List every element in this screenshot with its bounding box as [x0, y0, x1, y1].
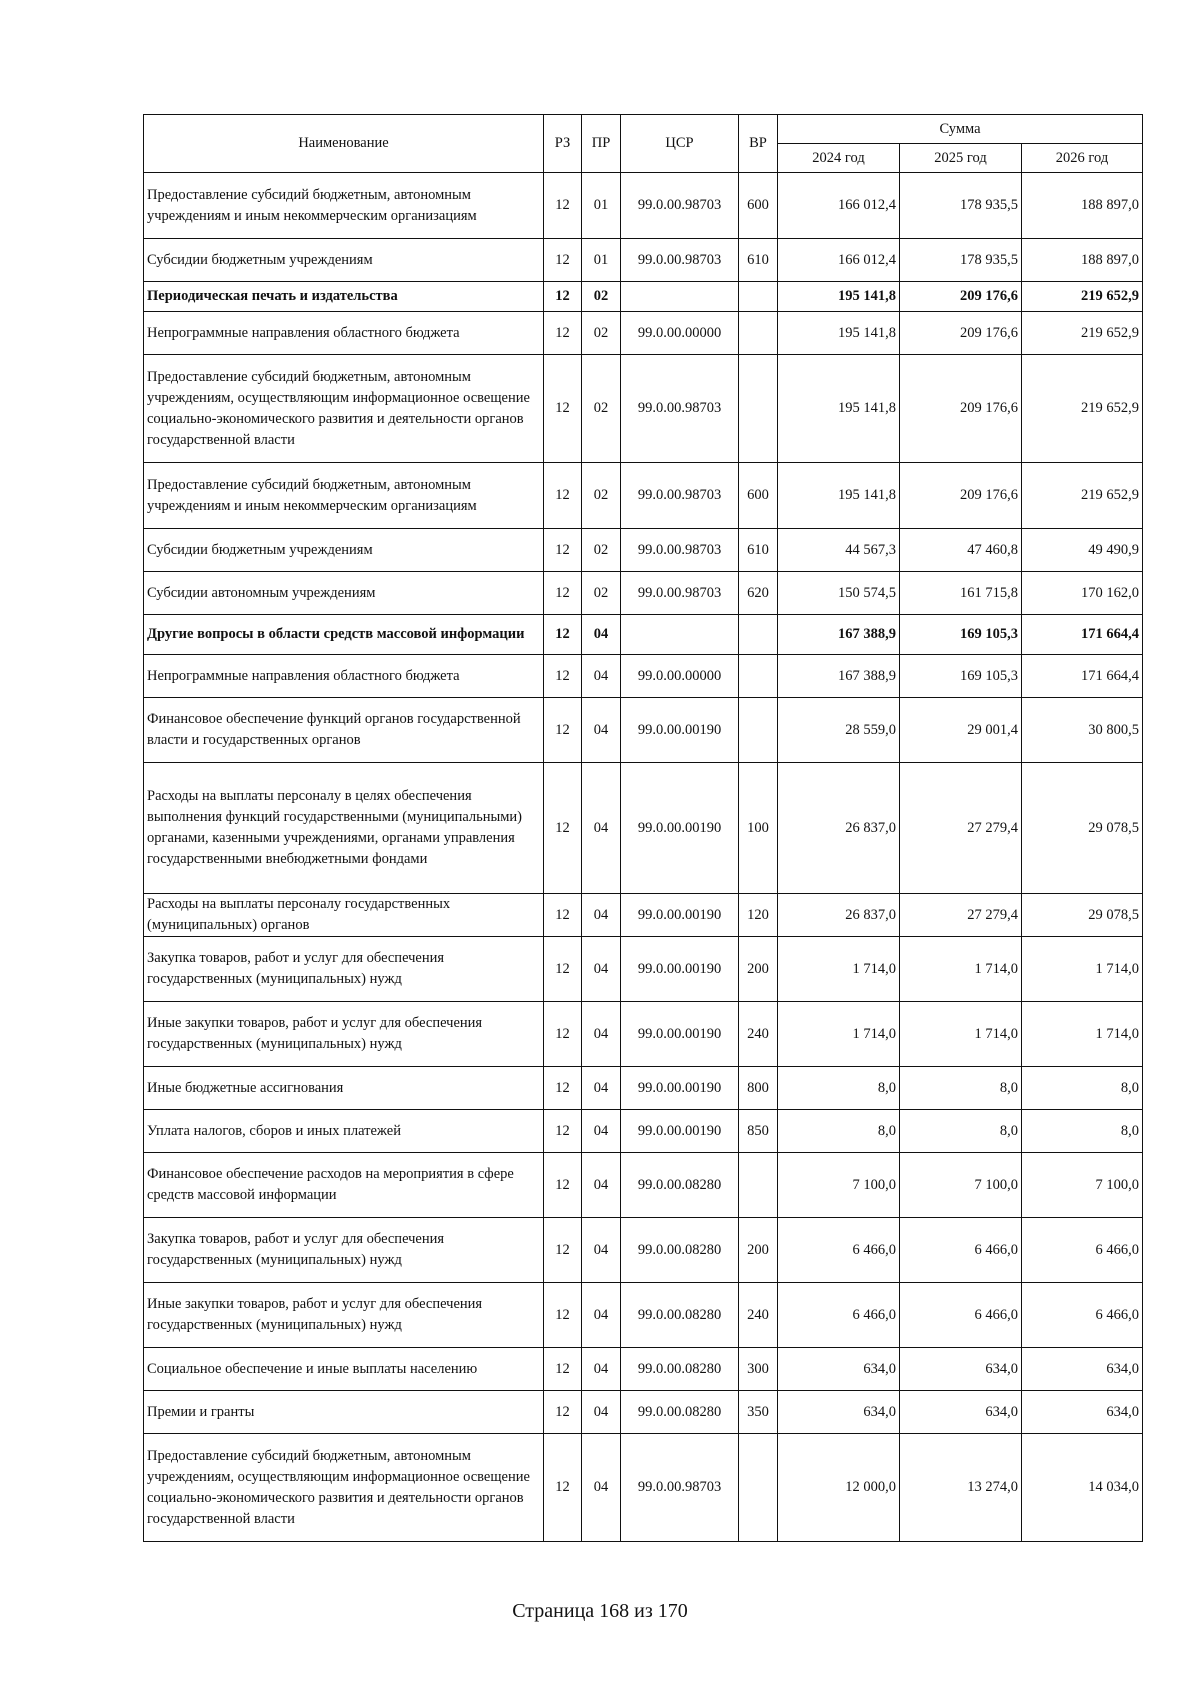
- cell-2026: 219 652,9: [1022, 312, 1143, 355]
- cell-2026: 1 714,0: [1022, 1002, 1143, 1067]
- cell-csr: 99.0.00.08280: [621, 1218, 739, 1283]
- cell-2026: 8,0: [1022, 1067, 1143, 1110]
- cell-2026: 1 714,0: [1022, 937, 1143, 1002]
- cell-pr: 04: [582, 1434, 621, 1542]
- cell-name: Другие вопросы в области средств массовой информации: [144, 615, 544, 655]
- table-row: [144, 763, 1143, 894]
- cell-pr: 04: [582, 894, 621, 937]
- cell-pr: 02: [582, 282, 621, 312]
- cell-2024: 44 567,3: [778, 529, 900, 572]
- cell-2024: 195 141,8: [778, 355, 900, 463]
- cell-pr: 02: [582, 355, 621, 463]
- table-row: [144, 1434, 1143, 1542]
- cell-csr: 99.0.00.00190: [621, 1067, 739, 1110]
- cell-name: Иные бюджетные ассигнования: [144, 1067, 544, 1110]
- cell-2024: 195 141,8: [778, 463, 900, 529]
- cell-csr: 99.0.00.98703: [621, 1434, 739, 1542]
- table-row: [144, 1283, 1143, 1348]
- table-row: [144, 894, 1143, 937]
- cell-2025: 209 176,6: [900, 355, 1022, 463]
- table-row: [144, 239, 1143, 282]
- cell-vr: 850: [739, 1110, 778, 1153]
- cell-pr: 04: [582, 698, 621, 763]
- cell-name: Уплата налогов, сборов и иных платежей: [144, 1110, 544, 1153]
- cell-csr: 99.0.00.98703: [621, 572, 739, 615]
- cell-2026: 29 078,5: [1022, 894, 1143, 937]
- cell-2026: 8,0: [1022, 1110, 1143, 1153]
- cell-2025: 161 715,8: [900, 572, 1022, 615]
- cell-vr: 610: [739, 239, 778, 282]
- cell-name: Расходы на выплаты персоналу в целях обеспечения выполнения функций государственными (муниципальными) органами, казенными учреждениями, органами управления государственными внебюджетными фондами: [144, 763, 544, 894]
- cell-2025: 209 176,6: [900, 312, 1022, 355]
- cell-rz: 12: [544, 1391, 582, 1434]
- cell-csr: 99.0.00.98703: [621, 173, 739, 239]
- cell-vr: 620: [739, 572, 778, 615]
- cell-name: Закупка товаров, работ и услуг для обеспечения государственных (муниципальных) нужд: [144, 937, 544, 1002]
- cell-2025: 634,0: [900, 1391, 1022, 1434]
- cell-csr: 99.0.00.08280: [621, 1348, 739, 1391]
- table-row: [144, 355, 1143, 463]
- table-row: [144, 173, 1143, 239]
- cell-pr: 02: [582, 529, 621, 572]
- cell-2025: 1 714,0: [900, 937, 1022, 1002]
- cell-rz: 12: [544, 355, 582, 463]
- header-csr: ЦСР: [621, 115, 739, 173]
- cell-vr: [739, 698, 778, 763]
- cell-vr: [739, 615, 778, 655]
- table-row: [144, 1002, 1143, 1067]
- cell-2026: 6 466,0: [1022, 1283, 1143, 1348]
- cell-rz: 12: [544, 282, 582, 312]
- cell-vr: [739, 312, 778, 355]
- cell-2024: 8,0: [778, 1110, 900, 1153]
- cell-csr: 99.0.00.00000: [621, 655, 739, 698]
- cell-2026: 49 490,9: [1022, 529, 1143, 572]
- cell-vr: 120: [739, 894, 778, 937]
- cell-2026: 634,0: [1022, 1348, 1143, 1391]
- cell-pr: 04: [582, 1067, 621, 1110]
- cell-name: Иные закупки товаров, работ и услуг для обеспечения государственных (муниципальных) нужд: [144, 1283, 544, 1348]
- cell-2025: 178 935,5: [900, 239, 1022, 282]
- cell-2025: 1 714,0: [900, 1002, 1022, 1067]
- cell-2024: 166 012,4: [778, 173, 900, 239]
- cell-2025: 27 279,4: [900, 894, 1022, 937]
- cell-rz: 12: [544, 239, 582, 282]
- header-row-top: [144, 115, 1143, 144]
- cell-name: Премии и гранты: [144, 1391, 544, 1434]
- cell-2024: 167 388,9: [778, 615, 900, 655]
- cell-csr: 99.0.00.98703: [621, 529, 739, 572]
- cell-2024: 195 141,8: [778, 312, 900, 355]
- cell-2026: 7 100,0: [1022, 1153, 1143, 1218]
- cell-2026: 219 652,9: [1022, 355, 1143, 463]
- cell-pr: 02: [582, 312, 621, 355]
- cell-2026: 219 652,9: [1022, 463, 1143, 529]
- cell-vr: 800: [739, 1067, 778, 1110]
- cell-rz: 12: [544, 1434, 582, 1542]
- cell-csr: 99.0.00.98703: [621, 463, 739, 529]
- table-row: [144, 282, 1143, 312]
- table-row: [144, 312, 1143, 355]
- cell-vr: 200: [739, 1218, 778, 1283]
- cell-2024: 26 837,0: [778, 763, 900, 894]
- cell-vr: 100: [739, 763, 778, 894]
- cell-csr: 99.0.00.98703: [621, 355, 739, 463]
- cell-2026: 171 664,4: [1022, 655, 1143, 698]
- cell-rz: 12: [544, 894, 582, 937]
- cell-2025: 209 176,6: [900, 463, 1022, 529]
- cell-pr: 04: [582, 1153, 621, 1218]
- cell-rz: 12: [544, 529, 582, 572]
- cell-pr: 04: [582, 655, 621, 698]
- header-name: Наименование: [144, 115, 544, 173]
- cell-vr: 300: [739, 1348, 778, 1391]
- cell-2026: 171 664,4: [1022, 615, 1143, 655]
- cell-2025: 27 279,4: [900, 763, 1022, 894]
- header-year-2024: 2024 год: [778, 144, 900, 173]
- cell-2024: 12 000,0: [778, 1434, 900, 1542]
- cell-2026: 30 800,5: [1022, 698, 1143, 763]
- table-row: [144, 1391, 1143, 1434]
- cell-pr: 04: [582, 763, 621, 894]
- header-rz: РЗ: [544, 115, 582, 173]
- cell-rz: 12: [544, 763, 582, 894]
- cell-vr: [739, 282, 778, 312]
- cell-rz: 12: [544, 937, 582, 1002]
- cell-2024: 1 714,0: [778, 937, 900, 1002]
- cell-2025: 6 466,0: [900, 1218, 1022, 1283]
- table-row: [144, 1110, 1143, 1153]
- cell-rz: 12: [544, 572, 582, 615]
- cell-csr: 99.0.00.00000: [621, 312, 739, 355]
- cell-2026: 29 078,5: [1022, 763, 1143, 894]
- cell-csr: 99.0.00.98703: [621, 239, 739, 282]
- cell-2025: 169 105,3: [900, 655, 1022, 698]
- cell-pr: 04: [582, 1283, 621, 1348]
- cell-2025: 13 274,0: [900, 1434, 1022, 1542]
- cell-name: Субсидии автономным учреждениям: [144, 572, 544, 615]
- cell-2025: 47 460,8: [900, 529, 1022, 572]
- cell-csr: 99.0.00.00190: [621, 763, 739, 894]
- cell-name: Предоставление субсидий бюджетным, автономным учреждениям и иным некоммерческим организациям: [144, 173, 544, 239]
- table-row: [144, 698, 1143, 763]
- cell-name: Субсидии бюджетным учреждениям: [144, 239, 544, 282]
- cell-rz: 12: [544, 312, 582, 355]
- cell-pr: 04: [582, 615, 621, 655]
- cell-2025: 29 001,4: [900, 698, 1022, 763]
- cell-rz: 12: [544, 615, 582, 655]
- cell-vr: 350: [739, 1391, 778, 1434]
- cell-name: Субсидии бюджетным учреждениям: [144, 529, 544, 572]
- cell-pr: 04: [582, 937, 621, 1002]
- cell-name: Предоставление субсидий бюджетным, автономным учреждениям и иным некоммерческим организациям: [144, 463, 544, 529]
- cell-vr: 600: [739, 463, 778, 529]
- cell-2024: 8,0: [778, 1067, 900, 1110]
- header-year-2026: 2026 год: [1022, 144, 1143, 173]
- cell-pr: 02: [582, 572, 621, 615]
- table-row: [144, 937, 1143, 1002]
- cell-csr: 99.0.00.08280: [621, 1391, 739, 1434]
- cell-2024: 1 714,0: [778, 1002, 900, 1067]
- cell-2024: 166 012,4: [778, 239, 900, 282]
- cell-name: Иные закупки товаров, работ и услуг для обеспечения государственных (муниципальных) нужд: [144, 1002, 544, 1067]
- cell-2024: 634,0: [778, 1348, 900, 1391]
- table-row: [144, 1218, 1143, 1283]
- cell-2024: 7 100,0: [778, 1153, 900, 1218]
- cell-2026: 219 652,9: [1022, 282, 1143, 312]
- cell-name: Непрограммные направления областного бюджета: [144, 312, 544, 355]
- cell-2024: 634,0: [778, 1391, 900, 1434]
- cell-pr: 04: [582, 1218, 621, 1283]
- cell-pr: 04: [582, 1110, 621, 1153]
- cell-2024: 195 141,8: [778, 282, 900, 312]
- cell-2025: 7 100,0: [900, 1153, 1022, 1218]
- cell-vr: 610: [739, 529, 778, 572]
- cell-2024: 150 574,5: [778, 572, 900, 615]
- cell-2025: 6 466,0: [900, 1283, 1022, 1348]
- cell-2026: 634,0: [1022, 1391, 1143, 1434]
- table-row: [144, 655, 1143, 698]
- cell-pr: 01: [582, 239, 621, 282]
- cell-pr: 01: [582, 173, 621, 239]
- cell-name: Предоставление субсидий бюджетным, автономным учреждениям, осуществляющим информационное освещение социально-экономического развития и деятельности органов государственной власти: [144, 355, 544, 463]
- cell-csr: 99.0.00.00190: [621, 937, 739, 1002]
- cell-name: Финансовое обеспечение расходов на мероприятия в сфере средств массовой информации: [144, 1153, 544, 1218]
- cell-csr: 99.0.00.00190: [621, 1002, 739, 1067]
- cell-2024: 167 388,9: [778, 655, 900, 698]
- header-pr: ПР: [582, 115, 621, 173]
- cell-name: Расходы на выплаты персоналу государственных (муниципальных) органов: [144, 894, 544, 937]
- cell-2026: 14 034,0: [1022, 1434, 1143, 1542]
- cell-vr: [739, 355, 778, 463]
- cell-vr: 240: [739, 1283, 778, 1348]
- cell-rz: 12: [544, 1283, 582, 1348]
- cell-csr: 99.0.00.08280: [621, 1283, 739, 1348]
- cell-2024: 28 559,0: [778, 698, 900, 763]
- cell-2024: 6 466,0: [778, 1283, 900, 1348]
- cell-2026: 6 466,0: [1022, 1218, 1143, 1283]
- cell-rz: 12: [544, 1067, 582, 1110]
- cell-rz: 12: [544, 463, 582, 529]
- cell-vr: [739, 1434, 778, 1542]
- cell-vr: 600: [739, 173, 778, 239]
- cell-2026: 188 897,0: [1022, 239, 1143, 282]
- cell-vr: [739, 655, 778, 698]
- cell-2025: 169 105,3: [900, 615, 1022, 655]
- cell-name: Финансовое обеспечение функций органов государственной власти и государственных органов: [144, 698, 544, 763]
- cell-name: Непрограммные направления областного бюджета: [144, 655, 544, 698]
- cell-2025: 8,0: [900, 1110, 1022, 1153]
- cell-2025: 209 176,6: [900, 282, 1022, 312]
- cell-rz: 12: [544, 1218, 582, 1283]
- cell-rz: 12: [544, 1110, 582, 1153]
- budget-table: [143, 114, 1143, 1542]
- cell-rz: 12: [544, 173, 582, 239]
- cell-2026: 188 897,0: [1022, 173, 1143, 239]
- cell-2025: 178 935,5: [900, 173, 1022, 239]
- table-row: [144, 615, 1143, 655]
- cell-rz: 12: [544, 698, 582, 763]
- cell-name: Периодическая печать и издательства: [144, 282, 544, 312]
- cell-pr: 04: [582, 1348, 621, 1391]
- table-row: [144, 1067, 1143, 1110]
- table-row: [144, 1153, 1143, 1218]
- header-year-2025: 2025 год: [900, 144, 1022, 173]
- header-vr: ВР: [739, 115, 778, 173]
- cell-vr: 240: [739, 1002, 778, 1067]
- cell-name: Закупка товаров, работ и услуг для обеспечения государственных (муниципальных) нужд: [144, 1218, 544, 1283]
- cell-vr: 200: [739, 937, 778, 1002]
- table-row: [144, 572, 1143, 615]
- cell-2024: 26 837,0: [778, 894, 900, 937]
- cell-rz: 12: [544, 1153, 582, 1218]
- table-row: [144, 463, 1143, 529]
- cell-rz: 12: [544, 1002, 582, 1067]
- cell-2025: 8,0: [900, 1067, 1022, 1110]
- cell-rz: 12: [544, 1348, 582, 1391]
- cell-pr: 04: [582, 1391, 621, 1434]
- cell-pr: 02: [582, 463, 621, 529]
- page-number: Страница 168 из 170: [512, 1600, 688, 1622]
- table-row: [144, 529, 1143, 572]
- cell-2026: 170 162,0: [1022, 572, 1143, 615]
- cell-name: Предоставление субсидий бюджетным, автономным учреждениям, осуществляющим информационное освещение социально-экономического развития и деятельности органов государственной власти: [144, 1434, 544, 1542]
- cell-rz: 12: [544, 655, 582, 698]
- cell-csr: [621, 615, 739, 655]
- cell-csr: 99.0.00.00190: [621, 698, 739, 763]
- cell-csr: 99.0.00.08280: [621, 1153, 739, 1218]
- cell-csr: 99.0.00.00190: [621, 1110, 739, 1153]
- cell-csr: 99.0.00.00190: [621, 894, 739, 937]
- cell-vr: [739, 1153, 778, 1218]
- cell-csr: [621, 282, 739, 312]
- table-row: [144, 1348, 1143, 1391]
- header-sum: Сумма: [778, 115, 1143, 144]
- cell-name: Социальное обеспечение и иные выплаты населению: [144, 1348, 544, 1391]
- cell-2024: 6 466,0: [778, 1218, 900, 1283]
- cell-pr: 04: [582, 1002, 621, 1067]
- cell-2025: 634,0: [900, 1348, 1022, 1391]
